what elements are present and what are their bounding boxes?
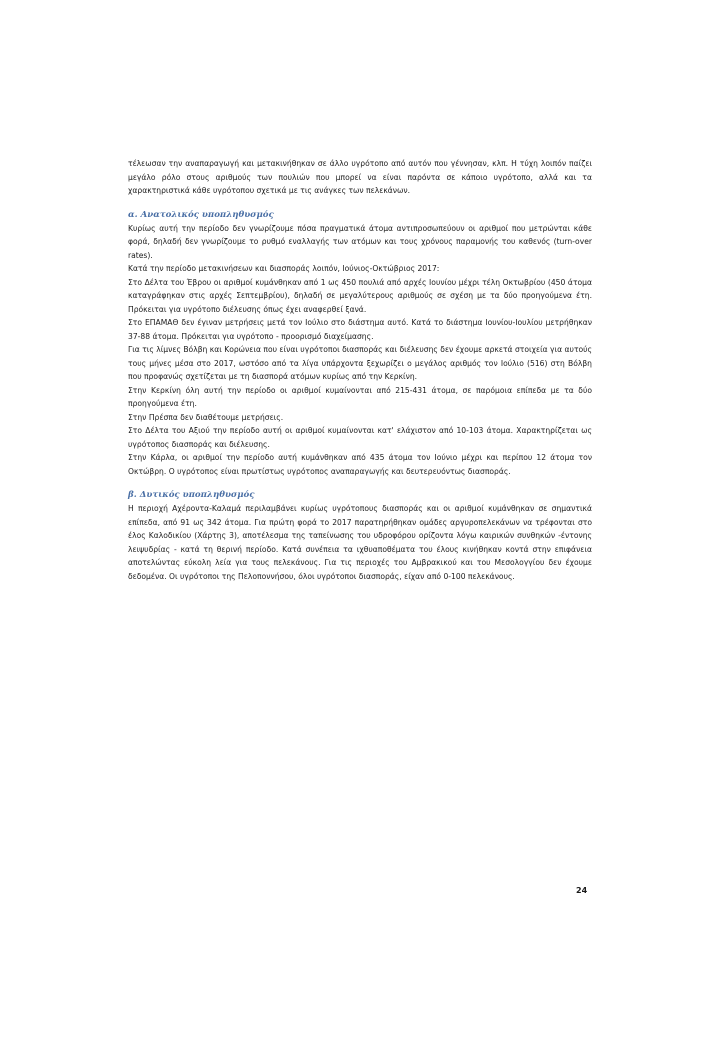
section-a-paragraph-6: Στην Κερκίνη όλη αυτή την περίοδο οι αριθμοί κυμαίνονται από 215-431 άτομα, σε παρόμοια επίπεδα με τα δύο προηγούμενα έτη. [128, 385, 592, 408]
section-a-paragraph-1: Κυρίως αυτή την περίοδο δεν γνωρίζουμε πόσα πραγματικά άτομα αντιπροσωπεύουν οι αριθμοί που μετρώνται κάθε φορά, δηλαδή δεν γνωρίζουμε το ρυθμό εναλλαγής των ατόμων και τους χρόνους παραμονής του καθενός (turn-over rates). [128, 223, 592, 260]
intro-paragraph: τέλεωσαν την αναπαραγωγή και μετακινήθηκαν σε άλλο υγρότοπο από αυτόν που γέννησαν, κλπ. Η τύχη λοιπόν παίζει μεγάλο ρόλο στους αριθμούς των πουλιών που μπορεί να είναι παρόντα σε κάποιο υγρότοπο, αλλά και τα χαρακτηριστικά κάθε υγρότοπου σχετικά με τις ανάγκες των πελεκάνων. [128, 159, 592, 195]
section-a-paragraph-4: Στο ΕΠΑΜΑΘ δεν έγιναν μετρήσεις μετά τον Ιούλιο στο διάστημα αυτό. Κατά το διάστημα Ιουνίου-Ιουλίου μετρήθηκαν 37-88 άτομα. Πρόκειται για υγρότοπο - προορισμό διαχείμασης. [128, 318, 592, 341]
spacer [128, 198, 592, 208]
page-number: 24 [576, 886, 588, 895]
section-a-heading: α. Ανατολικός υποπληθυσμός [128, 209, 274, 220]
section-a-paragraph-5: Για τις λίμνες Βόλβη και Κορώνεια που είναι υγρότοποι διασποράς και διέλευσης δεν έχουμε αρκετά στοιχεία για αυτούς τους μήνες μέσα στο 2017, ωστόσο από τα λίγα υπάρχοντα ξεχωρίζει ο μεγάλος αριθμός τον Ιούλιο (516) στη Βόλβη που προφανώς σχετίζεται με τη διασπορά ατόμων κυρίως από την Κερκίνη. [128, 345, 593, 381]
page-content [128, 157, 592, 583]
section-a-paragraph-9: Στην Κάρλα, οι αριθμοί την περίοδο αυτή κυμάνθηκαν από 435 άτομα τον Ιούνιο μέχρι και περίπου 12 άτομα τον Οκτώβρη. Ο υγρότοπος είναι πρωτίστως υγρότοπος αναπαραγωγής και δευτερευόντως διασποράς. [128, 453, 592, 476]
section-a-paragraph-2: Κατά την περίοδο μετακινήσεων και διασποράς λοιπόν, Ιούνιος-Οκτώβριος 2017: [128, 264, 440, 273]
spacer [128, 478, 592, 488]
section-b-paragraph-1: Η περιοχή Αχέροντα-Καλαμά περιλαμβάνει κυρίως υγρότοπους διασποράς και οι αριθμοί κυμάνθηκαν σε σημαντικά επίπεδα, από 91 ως 342 άτομα. Για πρώτη φορά το 2017 παρατηρήθηκαν ομάδες αργυροπελεκάνων να τρέφονται στο έλος Καλοδικίου (Χάρτης 3), αποτέλεσμα της ταπείνωσης του υδροφόρου ορίζοντα λόγω καιρικών συνθηκών -έντονης λειψυδρίας - κατά τη θερινή περίοδο. Κατά συνέπεια τα ιχθυαποθέματα του έλους κινήθηκαν κοντά στην επιφάνεια αποτελώντας εύκολη λεία για τους πελεκάνους. Για τις περιοχές του Αμβρακικού και του Μεσολογγίου δεν έχουμε δεδομένα. Οι υγρότοποι της Πελοποννήσου, όλοι υγρότοποι διασποράς, είχαν από 0-100 πελεκάνους. [128, 504, 592, 581]
section-a-paragraph-7: Στην Πρέσπα δεν διαθέτουμε μετρήσεις. [128, 412, 284, 422]
section-b-heading: β. Δυτικός υποπληθυσμός [128, 490, 255, 500]
section-a-paragraph-8: Στο Δέλτα του Αξιού την περίοδο αυτή οι αριθμοί κυμαίνονται κατ' ελάχιστον από 10-103 άτομα. Χαρακτηρίζεται ως υγρότοπος διασποράς και διέλευσης. [128, 426, 592, 449]
section-a-paragraph-3: Στο Δέλτα του Έβρου οι αριθμοί κυμάνθηκαν από 1 ως 450 πουλιά από αρχές Ιουνίου μέχρι τέλη Οκτωβρίου (450 άτομα καταγράφηκαν στις αρχές Σεπτεμβρίου), δηλαδή σε μεγαλύτερους αριθμούς σε σχέση με τα δύο προηγούμενα έτη. Πρόκειται για υγρότοπο διέλευσης όπως έχει αναφερθεί ξανά. [128, 277, 592, 314]
